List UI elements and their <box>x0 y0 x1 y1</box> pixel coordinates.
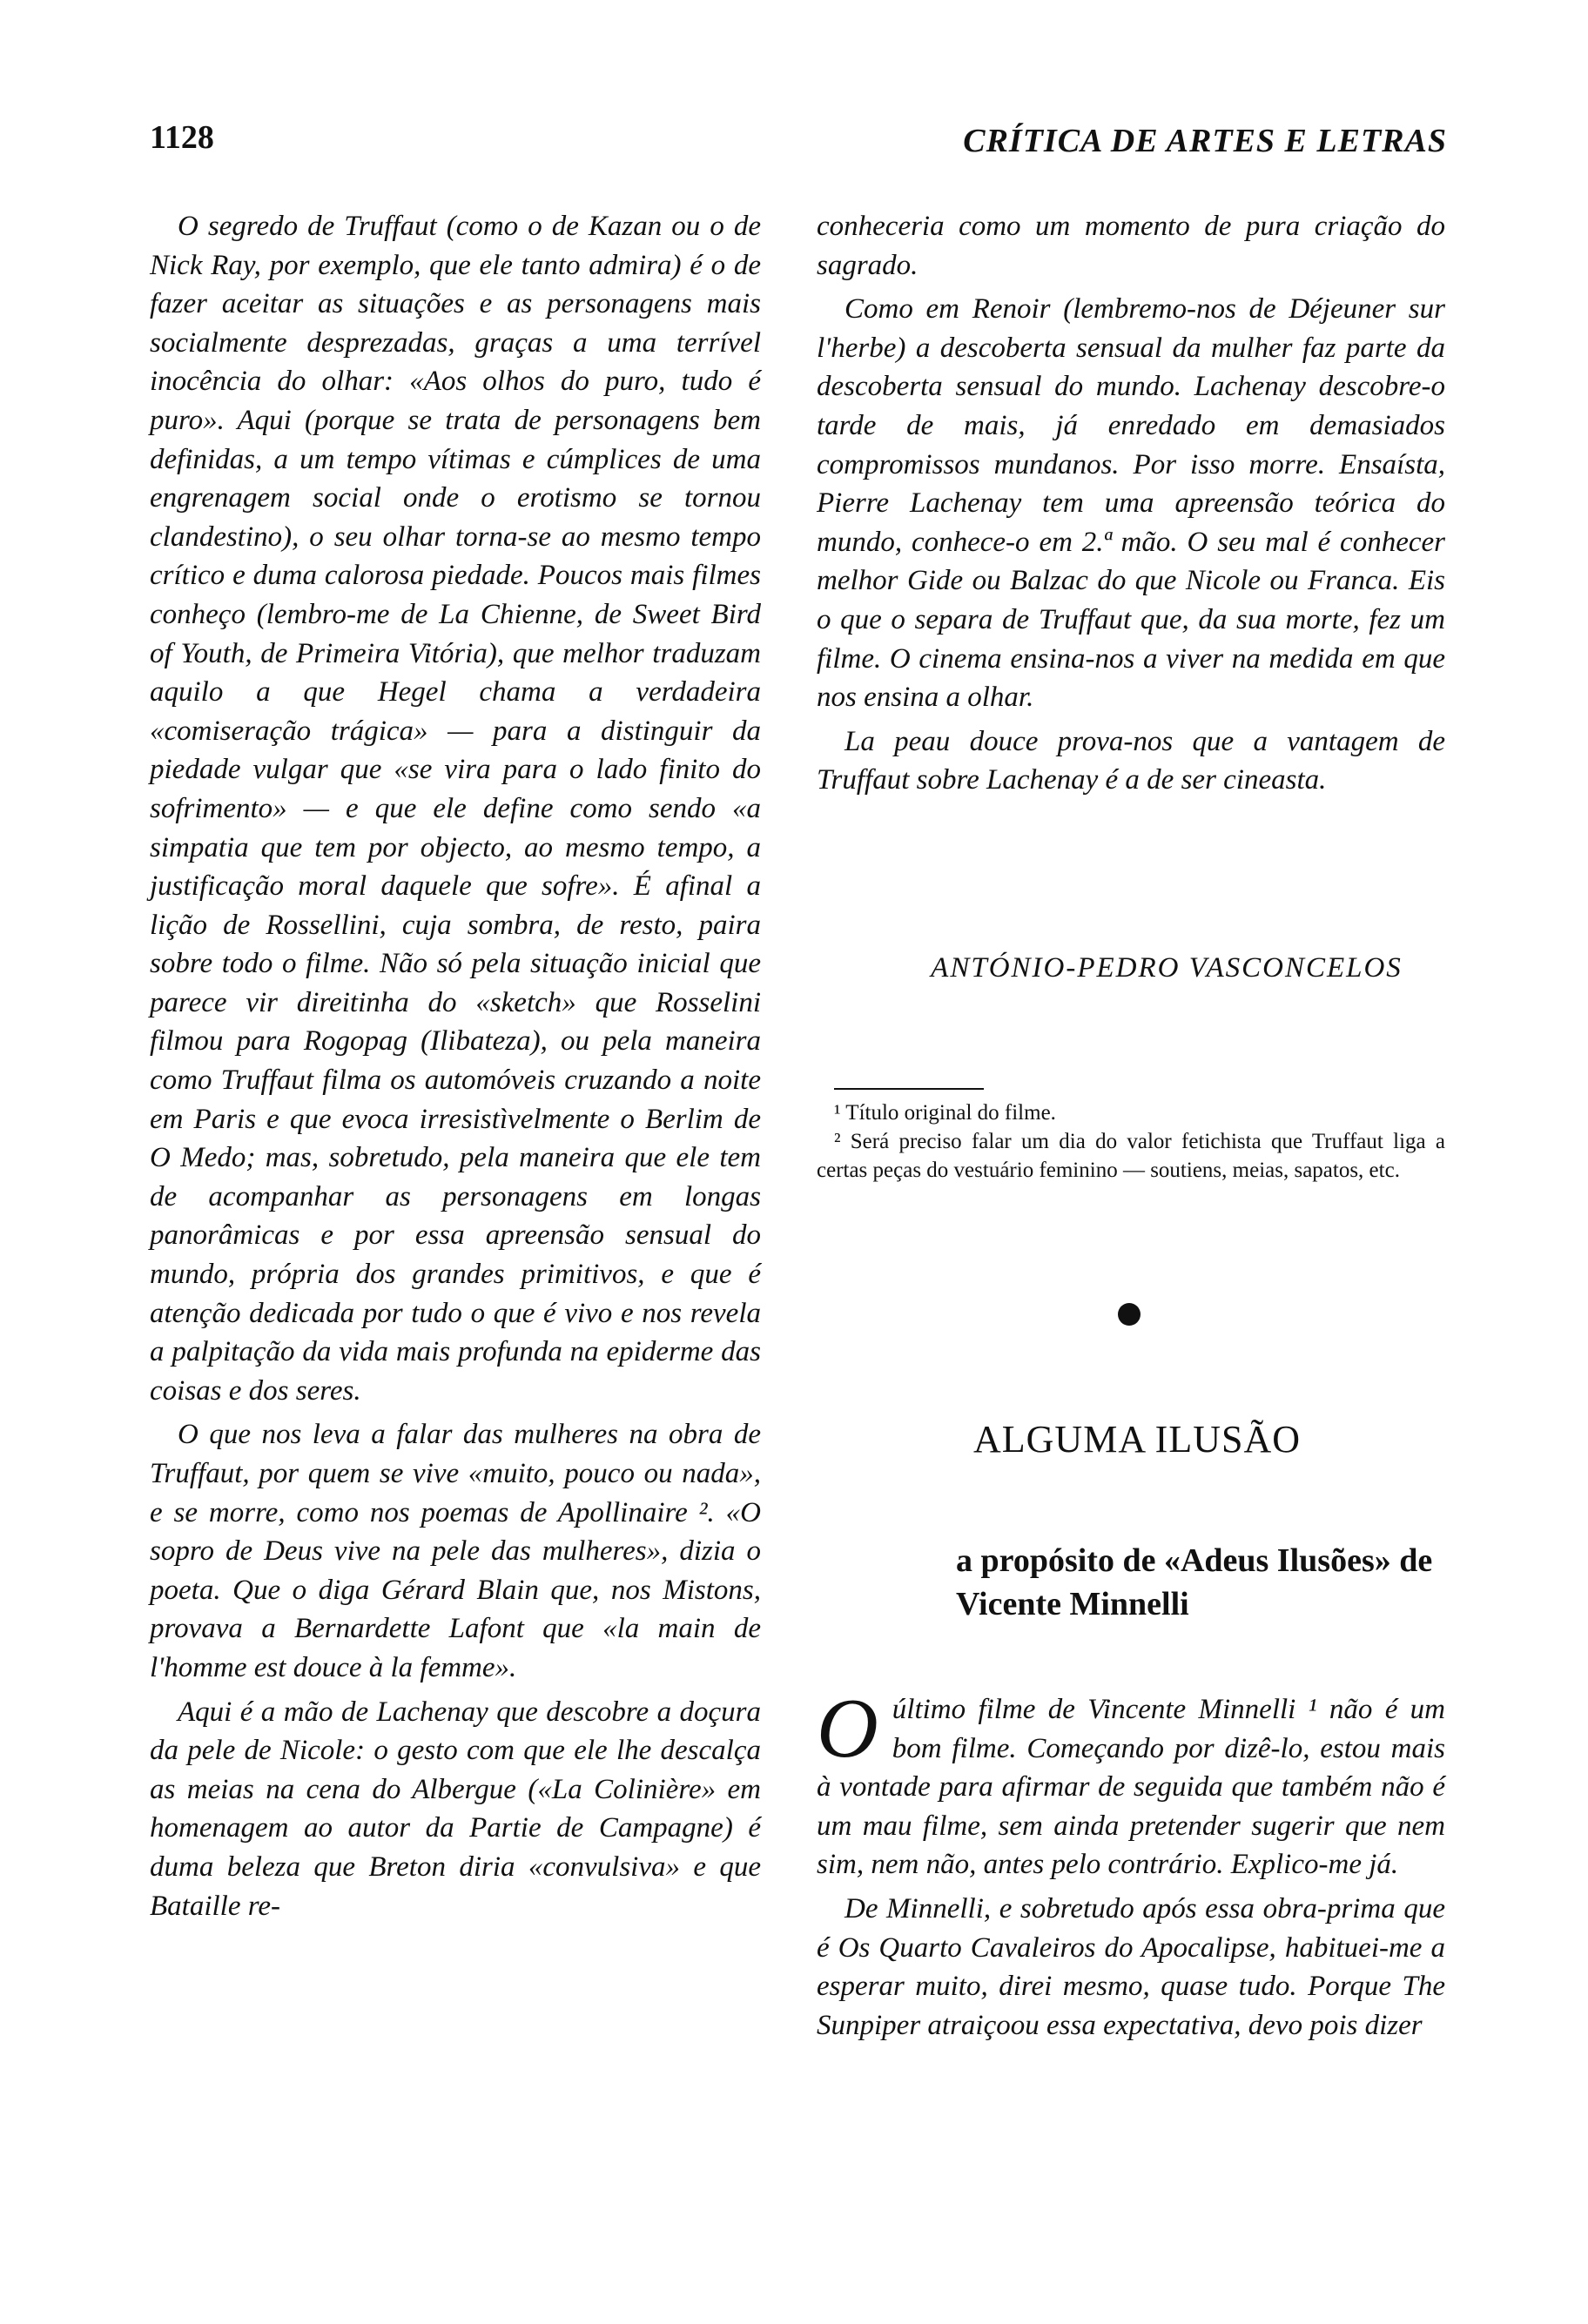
page-number: 1128 <box>150 119 214 156</box>
article-title: ALGUMA ILUSÃO <box>973 1418 1301 1461</box>
right-paragraph-2: Como em Renoir (lembremo-nos de Déjeuner sur l'herbe) a descoberta sensual da mulher faz parte da descoberta sensual do mundo. Lachenay descobre-o tarde de mais, já enredado em demasiados compromissos mundanos. Por isso morre. Ensaísta, Pierre Lachenay tem uma apreensão teórica do mundo, conhece-o em 2.ª mão. O seu mal é conhecer melhor Gide ou Balzac do que Nicole ou Franca. Eis o que o separa de Truffaut que, da sua morte, fez um filme. O cinema ensina-nos a viver na medida em que nos ensina a olhar. <box>817 293 1445 714</box>
left-column <box>150 207 761 1931</box>
article-paragraph-2: De Minnelli, e sobretudo após essa obra-prima que é Os Quarto Cavaleiros do Apocalipse, habituei-me a esperar muito, direi mesmo, quase tudo. Porque The Sunpiper atraiçoou essa expectativa, devo pois dizer <box>817 1892 1445 2041</box>
footnote-2: ² Será preciso falar um dia do valor fetichista que Truffaut liga a certas peças do vestuário feminino — soutiens, meias, sapatos, etc. <box>817 1130 1445 1182</box>
footnote-divider <box>834 1088 984 1090</box>
article-body <box>817 1682 1445 2050</box>
right-paragraph-3: La peau douce prova-nos que a vantagem de Truffaut sobre Lachenay é a de ser cineasta. <box>817 725 1445 796</box>
right-column <box>817 207 1445 805</box>
right-paragraph-1: conheceria como um momento de pura criação do sagrado. <box>817 211 1445 281</box>
footnote-1: ¹ Título original do filme. <box>834 1101 1056 1125</box>
drop-cap: O <box>817 1682 878 1776</box>
left-paragraph-1: O segredo de Truffaut (como o de Kazan ou o de Nick Ray, por exemplo, que ele tanto admira) é o de fazer aceitar as situações e as personagens mais socialmente desprezadas, graças a uma terrível inocência do olhar: «Aos olhos do puro, tudo é puro». Aqui (porque se trata de personagens bem definidas, a um tempo vítimas e cúmplices de uma engrenagem social onde o erotismo se tornou clandestino), o seu olhar torna-se ao mesmo tempo crítico e duma calorosa piedade. Poucos mais filmes conheço (lembro-me de La Chienne, de Sweet Bird of Youth, de Primeira Vitória), que melhor traduzam aquilo a que Hegel chama a verdadeira «comiseração trágica» — para a distinguir da piedade vulgar que «se vira para o lado finito do sofrimento» — e que ele define como sendo «a simpatia que tem por objecto, ao mesmo tempo, a justificação moral daquele que sofre». É afinal a lição de Rossellini, cuja sombra, de resto, paira sobre todo o filme. Não só pela situação inicial que parece vir direitinha do «sketch» que Rosselini filmou para Rogopag (Ilibateza), ou pela maneira como Truffaut filma os automóveis cruzando a noite em Paris e que evoca irresistìvelmente o Berlim de O Medo; mas, sobretudo, pela maneira que ele tem de acompanhar as personagens em longas panorâmicas e por essa apreensão sensual do mundo, própria dos grandes primitivos, e que é atenção dedicada por tudo o que é vivo e nos revela a palpitação da vida mais profunda na epiderme das coisas e dos seres. <box>150 211 761 1407</box>
article-subtitle: a propósito de «Adeus Ilusões» de Vicente Minnelli <box>956 1542 1433 1622</box>
article-paragraph-1 <box>817 1682 1445 1884</box>
footnotes <box>817 1098 1445 1185</box>
article-paragraph-1-text: último filme de Vincente Minnelli ¹ não é um bom filme. Começando por dizê-lo, estou mais à vontade para afirmar de seguida que também não é um mau filme, sem ainda pretender sugerir que nem sim, nem não, antes pelo contrário. Explico-me já. <box>817 1694 1445 1881</box>
running-head: CRÍTICA DE ARTES E LETRAS <box>963 123 1447 159</box>
author-signature: ANTÓNIO-PEDRO VASCONCELOS <box>931 952 1403 984</box>
section-bullet-icon <box>1118 1303 1141 1326</box>
left-paragraph-2: O que nos leva a falar das mulheres na obra de Truffaut, por quem se vive «muito, pouco ou nada», e se morre, como nos poemas de Apollinaire ². «O sopro de Deus vive na pele das mulheres», dizia o poeta. Que o diga Gérard Blain que, nos Mistons, provava a Bernardette Lafont que «la main de l'homme est douce à la femme». <box>150 1419 761 1683</box>
left-paragraph-3: Aqui é a mão de Lachenay que descobre a doçura da pele de Nicole: o gesto com que ele lhe descalça as meias na cena do Albergue («La Colinière» em homenagem ao autor da Partie de Campagne) é duma beleza que Breton diria «convulsiva» e que Bataille re- <box>150 1696 761 1922</box>
